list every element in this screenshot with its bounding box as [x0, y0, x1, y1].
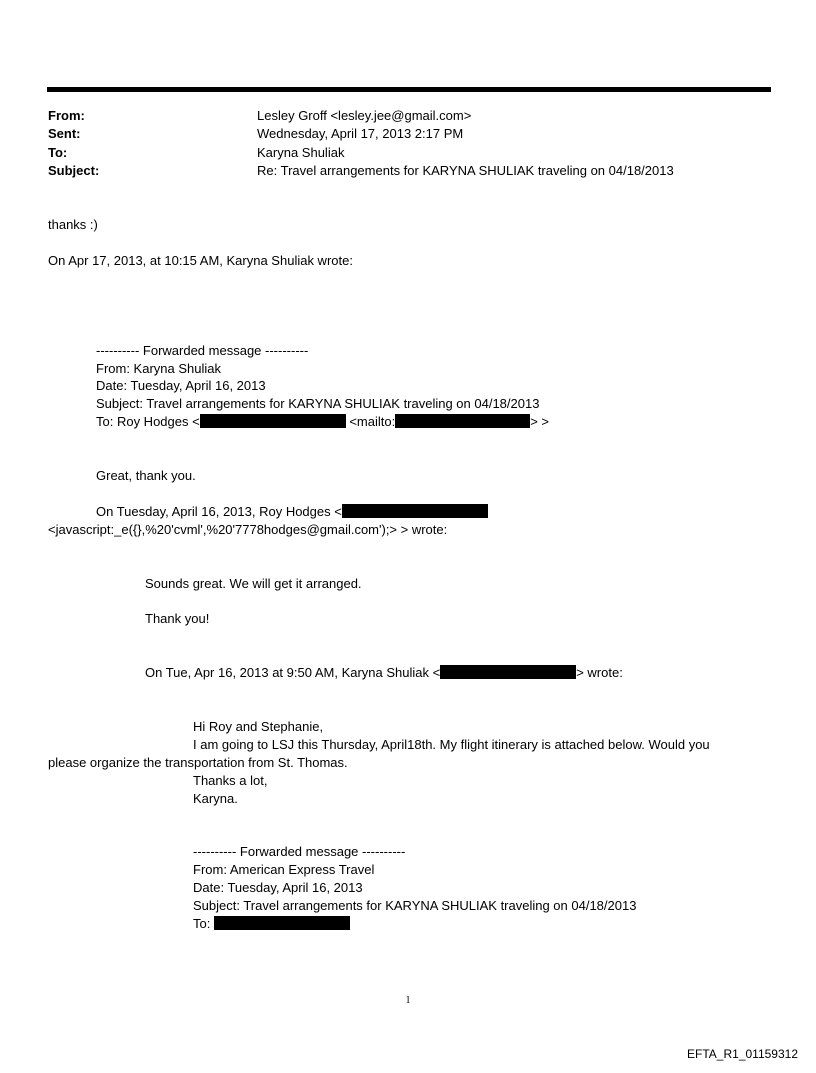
- fwd1-separator: ---------- Forwarded message ----------: [96, 343, 309, 358]
- to-label: To:: [48, 145, 68, 160]
- fwd1-date: Date: Tuesday, April 16, 2013: [96, 378, 266, 393]
- redaction-box: [395, 414, 530, 428]
- hi-text: Hi Roy and Stephanie,: [193, 719, 324, 734]
- quote3-intro-b: > wrote:: [576, 665, 623, 680]
- header-rule: [47, 87, 771, 92]
- subject-value: Re: Travel arrangements for KARYNA SHULIAK traveling on 04/18/2013: [257, 163, 674, 178]
- page-number: 1: [405, 995, 411, 1006]
- quote3-intro-line: [145, 665, 623, 681]
- fwd1-to-suffix: > >: [530, 414, 550, 429]
- quote1-intro: On Apr 17, 2013, at 10:15 AM, Karyna Shuliak wrote:: [48, 253, 353, 268]
- quote2-intro-a-line: [96, 504, 488, 520]
- thanks-lot-text: Thanks a lot,: [193, 773, 268, 788]
- signature-text: Karyna.: [193, 791, 238, 806]
- fwd1-to-prefix: To: Roy Hodges <: [96, 414, 200, 429]
- sounds-text: Sounds great. We will get it arranged.: [145, 576, 362, 591]
- reply-text: thanks :): [48, 217, 98, 232]
- redaction-box: [214, 916, 350, 930]
- fwd2-date: Date: Tuesday, April 16, 2013: [193, 880, 363, 895]
- redaction-box: [200, 414, 346, 428]
- going-text: I am going to LSJ this Thursday, April18th. My flight itinerary is attached below. Would you: [193, 737, 710, 752]
- fwd1-to-mid: <mailto:: [349, 414, 396, 429]
- fwd2-to-line: [193, 916, 350, 932]
- fwd2-subject: Subject: Travel arrangements for KARYNA SHULIAK traveling on 04/18/2013: [193, 898, 637, 913]
- sent-label: Sent:: [48, 126, 81, 141]
- to-value: Karyna Shuliak: [257, 145, 345, 160]
- please-text: please organize the transportation from St. Thomas.: [48, 755, 348, 770]
- fwd1-subject: Subject: Travel arrangements for KARYNA SHULIAK traveling on 04/18/2013: [96, 396, 540, 411]
- fwd2-from: From: American Express Travel: [193, 862, 375, 877]
- quote3-intro-a: On Tue, Apr 16, 2013 at 9:50 AM, Karyna Shuliak <: [145, 665, 441, 680]
- thanks-text: Thank you!: [145, 611, 210, 626]
- subject-label: Subject:: [48, 163, 100, 178]
- document-id: EFTA_R1_01159312: [687, 1047, 798, 1061]
- sent-value: Wednesday, April 17, 2013 2:17 PM: [257, 126, 464, 141]
- from-label: From:: [48, 108, 85, 123]
- great-text: Great, thank you.: [96, 468, 196, 483]
- quote2-intro-b: <javascript:_e({},%20'cvml',%20'7778hodges@gmail.com');> > wrote:: [48, 522, 448, 537]
- fwd1-to-line: [96, 414, 549, 430]
- fwd1-from: From: Karyna Shuliak: [96, 361, 221, 376]
- fwd2-to-prefix: To:: [193, 916, 211, 931]
- fwd2-separator: ---------- Forwarded message ----------: [193, 844, 406, 859]
- redaction-box: [342, 504, 488, 518]
- quote2-intro-a: On Tuesday, April 16, 2013, Roy Hodges <: [96, 504, 342, 519]
- redaction-box: [440, 665, 576, 679]
- from-value: Lesley Groff <lesley.jee@gmail.com>: [257, 108, 472, 123]
